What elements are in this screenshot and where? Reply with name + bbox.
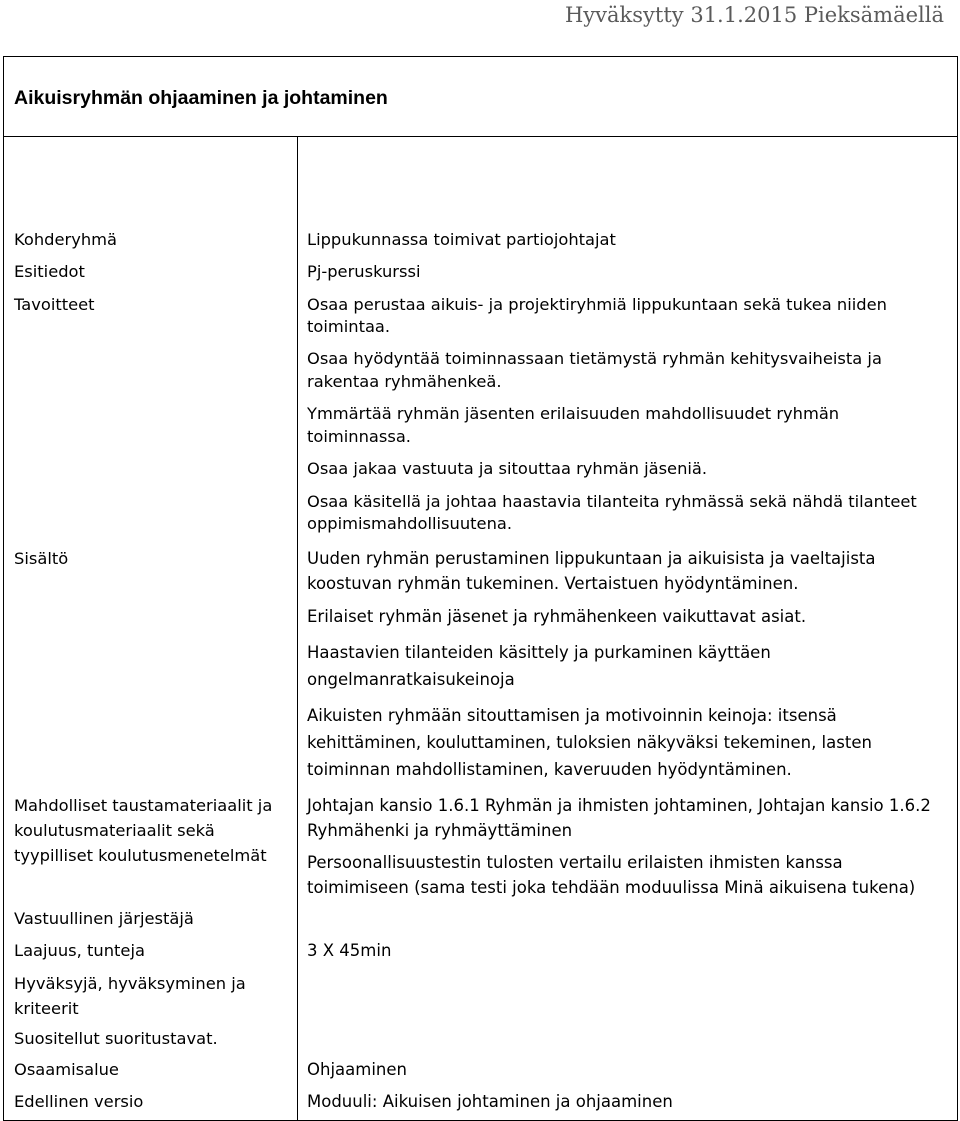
sisalto-2: Erilaiset ryhmän jäsenet ja ryhmähenkeen vaikuttavat asiat. [307, 607, 807, 626]
label-suoritustavat: Suositellut suoritustavat. [14, 1029, 218, 1048]
sisalto-3-line-1: Haastavien tilanteiden käsittely ja purkaminen käyttäen [307, 643, 771, 662]
label-hyvaksyja-2: kriteerit [14, 999, 79, 1018]
label-laajuus: Laajuus, tunteja [14, 941, 145, 960]
tavoite-5-line-2: oppimismahdollisuutena. [307, 514, 513, 533]
sisalto-4-line-1: Aikuisten ryhmään sitouttamisen ja motivoinnin keinoja: itsensä [307, 706, 837, 725]
tavoite-4: Osaa jakaa vastuuta ja sitouttaa ryhmän jäseniä. [307, 459, 708, 478]
title-row [3, 56, 958, 136]
value-esitiedot: Pj-peruskurssi [307, 262, 421, 281]
sisalto-3-line-2: ongelmanratkaisukeinoja [307, 670, 515, 689]
value-kohderyhma: Lippukunnassa toimivat partiojohtajat [307, 230, 616, 249]
value-laajuus: 3 X 45min [307, 941, 392, 960]
materiaali-1-line-1: Johtajan kansio 1.6.1 Ryhmän ja ihmisten johtaminen, Johtajan kansio 1.6.2 [307, 796, 931, 815]
tavoite-2-line-2: rakentaa ryhmähenkeä. [307, 372, 502, 391]
materiaali-2-line-2: toimimiseen (sama testi joka tehdään moduulissa Minä aikuisena tukena) [307, 878, 916, 897]
document-title: Aikuisryhmän ohjaaminen ja johtaminen [14, 87, 388, 109]
label-materiaalit-2: koulutusmateriaalit sekä [14, 821, 215, 840]
label-sisalto: Sisältö [14, 549, 69, 568]
value-versio: Moduuli: Aikuisen johtaminen ja ohjaaminen [307, 1092, 673, 1111]
label-esitiedot: Esitiedot [14, 262, 85, 281]
tavoite-1-line-1: Osaa perustaa aikuis- ja projektiryhmiä lippukuntaan sekä tukea niiden [307, 295, 887, 314]
value-osaamisalue: Ohjaaminen [307, 1060, 407, 1079]
sisalto-4-line-3: toiminnan mahdollistaminen, kaveruuden hyödyntäminen. [307, 760, 792, 779]
label-kohderyhma: Kohderyhmä [14, 230, 117, 249]
module-details-grid [3, 136, 958, 1121]
sisalto-4-line-2: kehittäminen, kouluttaminen, tuloksien näkyväksi tekeminen, lasten [307, 733, 872, 752]
approval-note: Hyväksytty 31.1.2015 Pieksämäellä [564, 3, 944, 27]
tavoite-5-line-1: Osaa käsitellä ja johtaa haastavia tilanteita ryhmässä sekä nähdä tilanteet [307, 492, 917, 511]
tavoite-3-line-1: Ymmärtää ryhmän jäsenten erilaisuuden mahdollisuudet ryhmän [307, 404, 840, 423]
label-tavoitteet: Tavoitteet [14, 295, 95, 314]
label-materiaalit-3: tyypilliset koulutusmenetelmät [14, 846, 267, 865]
tavoite-1-line-2: toimintaa. [307, 317, 391, 336]
label-jarjestaja: Vastuullinen järjestäjä [14, 909, 194, 928]
tavoite-3-line-2: toiminnassa. [307, 427, 411, 446]
label-versio: Edellinen versio [14, 1092, 144, 1111]
label-osaamisalue: Osaamisalue [14, 1060, 119, 1079]
column-divider [297, 137, 298, 1120]
materiaali-1-line-2: Ryhmähenki ja ryhmäyttäminen [307, 821, 573, 840]
sisalto-1-line-2: koostuvan ryhmän tukeminen. Vertaistuen hyödyntäminen. [307, 574, 799, 593]
sisalto-1-line-1: Uuden ryhmän perustaminen lippukuntaan ja aikuisista ja vaeltajista [307, 549, 876, 568]
label-materiaalit-1: Mahdolliset taustamateriaalit ja [14, 796, 273, 815]
tavoite-2-line-1: Osaa hyödyntää toiminnassaan tietämystä ryhmän kehitysvaiheista ja [307, 349, 882, 368]
module-table [3, 56, 958, 1121]
label-hyvaksyja-1: Hyväksyjä, hyväksyminen ja [14, 974, 246, 993]
materiaali-2-line-1: Persoonallisuustestin tulosten vertailu erilaisten ihmisten kanssa [307, 853, 843, 872]
